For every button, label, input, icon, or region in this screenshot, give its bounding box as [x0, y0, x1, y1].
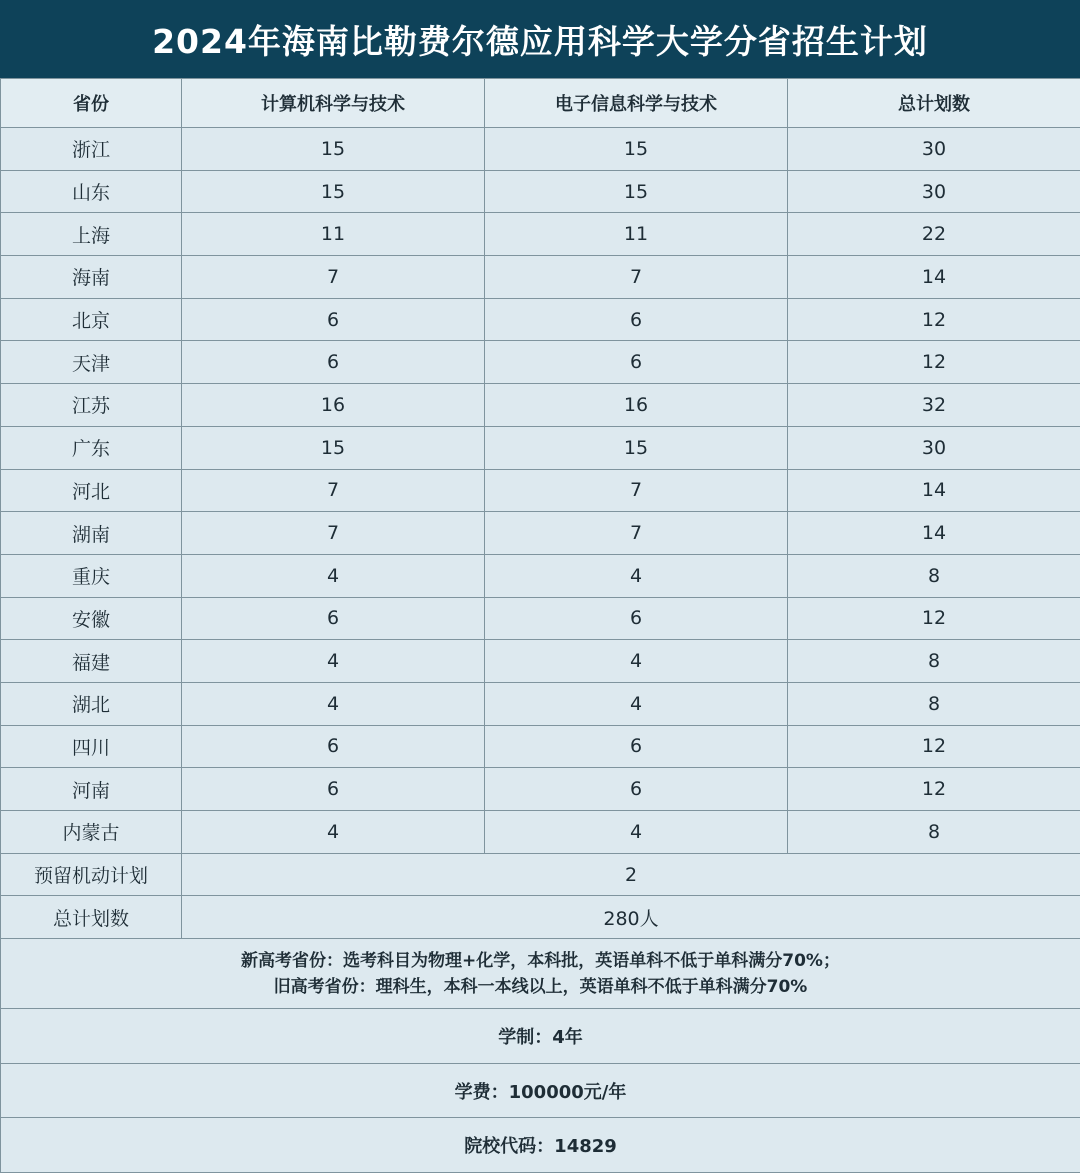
duration-cell: 学制：4年: [1, 1009, 1080, 1064]
cs-quota-cell: 15: [182, 426, 485, 469]
tuition-cell: 学费：100000元/年: [1, 1063, 1080, 1118]
reserve-label: 预留机动计划: [1, 853, 182, 896]
province-cell: 海南: [1, 256, 182, 299]
ee-quota-cell: 15: [485, 170, 788, 213]
table-row: [1, 469, 1080, 512]
province-cell: 江苏: [1, 384, 182, 427]
total-quota-cell: 14: [788, 469, 1080, 512]
table-row: [1, 128, 1080, 171]
table-row: [1, 725, 1080, 768]
header-total: 总计划数: [788, 79, 1080, 128]
ee-quota-cell: 11: [485, 213, 788, 256]
total-quota-cell: 30: [788, 128, 1080, 171]
total-quota-cell: 8: [788, 554, 1080, 597]
reserve-row: [1, 853, 1080, 896]
school-code-row: [1, 1118, 1080, 1173]
total-quota-cell: 8: [788, 682, 1080, 725]
province-cell: 福建: [1, 640, 182, 683]
province-cell: 四川: [1, 725, 182, 768]
tuition-row: [1, 1063, 1080, 1118]
old-gaokao-requirement: 旧高考省份：理科生，本科一本线以上，英语单科不低于单科满分70%: [1, 974, 1080, 1000]
cs-quota-cell: 7: [182, 256, 485, 299]
school-code-cell: 院校代码：14829: [1, 1118, 1080, 1173]
enrollment-table: [0, 78, 1080, 1173]
grand-total-value: 280人: [182, 896, 1080, 939]
header-province: 省份: [1, 79, 182, 128]
table-row: [1, 682, 1080, 725]
table-row: [1, 170, 1080, 213]
ee-quota-cell: 15: [485, 128, 788, 171]
table-row: [1, 384, 1080, 427]
ee-quota-cell: 4: [485, 811, 788, 854]
cs-quota-cell: 15: [182, 170, 485, 213]
ee-quota-cell: 16: [485, 384, 788, 427]
total-quota-cell: 30: [788, 426, 1080, 469]
ee-quota-cell: 15: [485, 426, 788, 469]
table-row: [1, 554, 1080, 597]
total-quota-cell: 12: [788, 298, 1080, 341]
table-row: [1, 426, 1080, 469]
province-cell: 内蒙古: [1, 811, 182, 854]
ee-quota-cell: 7: [485, 512, 788, 555]
table-row: [1, 597, 1080, 640]
province-cell: 重庆: [1, 554, 182, 597]
table-row: [1, 768, 1080, 811]
province-cell: 上海: [1, 213, 182, 256]
cs-quota-cell: 6: [182, 341, 485, 384]
reserve-value: 2: [182, 853, 1080, 896]
cs-quota-cell: 4: [182, 554, 485, 597]
province-cell: 河北: [1, 469, 182, 512]
ee-quota-cell: 6: [485, 341, 788, 384]
table-row: [1, 512, 1080, 555]
grand-total-row: [1, 896, 1080, 939]
province-cell: 河南: [1, 768, 182, 811]
cs-quota-cell: 4: [182, 640, 485, 683]
total-quota-cell: 12: [788, 597, 1080, 640]
total-quota-cell: 30: [788, 170, 1080, 213]
total-quota-cell: 8: [788, 811, 1080, 854]
requirements-cell: [1, 939, 1080, 1009]
ee-quota-cell: 7: [485, 256, 788, 299]
province-cell: 天津: [1, 341, 182, 384]
ee-quota-cell: 4: [485, 554, 788, 597]
province-cell: 广东: [1, 426, 182, 469]
duration-row: [1, 1009, 1080, 1064]
province-cell: 浙江: [1, 128, 182, 171]
cs-quota-cell: 7: [182, 512, 485, 555]
page-title: 2024年海南比勒费尔德应用科学大学分省招生计划: [0, 0, 1080, 78]
province-cell: 湖北: [1, 682, 182, 725]
total-quota-cell: 12: [788, 725, 1080, 768]
header-computer-science: 计算机科学与技术: [182, 79, 485, 128]
table-row: [1, 341, 1080, 384]
requirements-row: [1, 939, 1080, 1009]
total-quota-cell: 14: [788, 512, 1080, 555]
province-cell: 北京: [1, 298, 182, 341]
cs-quota-cell: 11: [182, 213, 485, 256]
cs-quota-cell: 6: [182, 725, 485, 768]
ee-quota-cell: 4: [485, 640, 788, 683]
table-row: [1, 640, 1080, 683]
total-quota-cell: 8: [788, 640, 1080, 683]
ee-quota-cell: 6: [485, 725, 788, 768]
cs-quota-cell: 6: [182, 768, 485, 811]
total-quota-cell: 12: [788, 341, 1080, 384]
ee-quota-cell: 7: [485, 469, 788, 512]
total-quota-cell: 12: [788, 768, 1080, 811]
cs-quota-cell: 4: [182, 811, 485, 854]
province-cell: 山东: [1, 170, 182, 213]
table-row: [1, 256, 1080, 299]
cs-quota-cell: 15: [182, 128, 485, 171]
table-row: [1, 298, 1080, 341]
cs-quota-cell: 6: [182, 597, 485, 640]
ee-quota-cell: 6: [485, 298, 788, 341]
cs-quota-cell: 16: [182, 384, 485, 427]
total-quota-cell: 32: [788, 384, 1080, 427]
cs-quota-cell: 6: [182, 298, 485, 341]
table-row: [1, 213, 1080, 256]
cs-quota-cell: 4: [182, 682, 485, 725]
cs-quota-cell: 7: [182, 469, 485, 512]
grand-total-label: 总计划数: [1, 896, 182, 939]
total-quota-cell: 22: [788, 213, 1080, 256]
table-header-row: [1, 79, 1080, 128]
province-cell: 安徽: [1, 597, 182, 640]
total-quota-cell: 14: [788, 256, 1080, 299]
ee-quota-cell: 6: [485, 597, 788, 640]
new-gaokao-requirement: 新高考省份：选考科目为物理+化学，本科批，英语单科不低于单科满分70%；: [1, 948, 1080, 974]
province-cell: 湖南: [1, 512, 182, 555]
table-row: [1, 811, 1080, 854]
ee-quota-cell: 4: [485, 682, 788, 725]
ee-quota-cell: 6: [485, 768, 788, 811]
header-electronic-info: 电子信息科学与技术: [485, 79, 788, 128]
